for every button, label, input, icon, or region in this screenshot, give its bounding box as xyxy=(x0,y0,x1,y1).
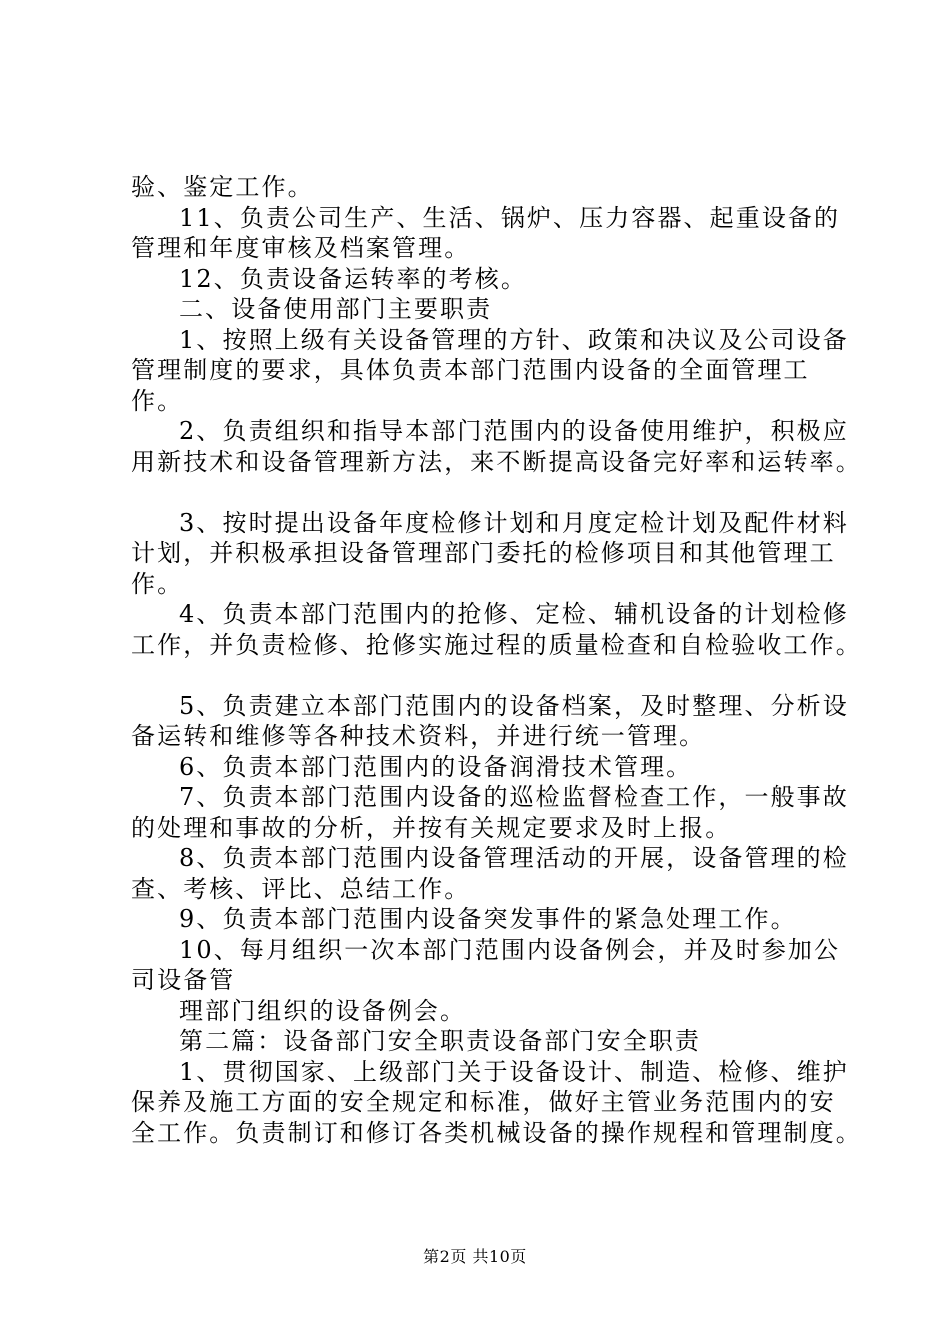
item-8-line-1: 8、负责本部门范围内设备管理活动的开展，设备管理的检 xyxy=(179,844,849,872)
item-4-line-1: 4、负责本部门范围内的抢修、定检、辅机设备的计划检修 xyxy=(179,600,849,628)
item-7-line-1: 7、负责本部门范围内设备的巡检监督检查工作，一般事故 xyxy=(179,783,849,811)
paragraph-11-line-1: 11、负责公司生产、生活、锅炉、压力容器、起重设备的 xyxy=(179,203,841,232)
document-body xyxy=(131,172,862,1148)
item-6: 6、负责本部门范围内的设备润滑技术管理。 xyxy=(179,752,693,781)
blank-line xyxy=(131,477,831,508)
paragraph-12: 12、负责设备运转率的考核。 xyxy=(179,264,527,293)
item-2-line-1: 2、负责组织和指导本部门范围内的设备使用维护，积极应 xyxy=(179,417,849,445)
chapter-heading: 第二篇：设备部门安全职责设备部门安全职责 xyxy=(179,1027,701,1055)
item-1-line-1: 1、按照上级有关设备管理的方针、政策和决议及公司设备 xyxy=(179,325,849,354)
chapter-item-1-line-2: 保养及施工方面的安全规定和标准，做好主管业务范围内的安 xyxy=(131,1088,836,1116)
text-line: 验、鉴定工作。 xyxy=(131,173,314,201)
item-3-line-3: 作。 xyxy=(131,569,184,598)
item-10-line-3: 理部门组织的设备例会。 xyxy=(179,996,467,1025)
item-2-line-2: 用新技术和设备管理新方法，来不断提高设备完好率和运转率。 xyxy=(131,447,862,476)
item-5-line-1: 5、负责建立本部门范围内的设备档案，及时整理、分析设 xyxy=(179,691,849,720)
item-3-line-2: 计划，并积极承担设备管理部门委托的检修项目和其他管理工 xyxy=(131,539,836,567)
item-8-line-2: 查、考核、评比、总结工作。 xyxy=(131,874,471,903)
paragraph-11-line-2: 管理和年度审核及档案管理。 xyxy=(131,234,471,262)
item-4-line-2: 工作，并负责检修、抢修实施过程的质量检查和自检验收工作。 xyxy=(131,630,862,659)
item-3-line-1: 3、按时提出设备年度检修计划和月度定检计划及配件材料 xyxy=(179,508,849,537)
page-number-footer: 第2页 共10页 xyxy=(423,1247,527,1266)
item-7-line-2: 的处理和事故的分析，并按有关规定要求及时上报。 xyxy=(131,813,732,842)
item-9: 9、负责本部门范围内设备突发事件的紧急处理工作。 xyxy=(179,905,797,933)
item-5-line-2: 备运转和维修等各种技术资料，并进行统一管理。 xyxy=(131,722,706,750)
chapter-item-1-line-1: 1、贯彻国家、上级部门关于设备设计、制造、检修、维护 xyxy=(179,1057,849,1086)
item-1-line-3: 作。 xyxy=(131,386,184,415)
item-10-line-2: 司设备管 xyxy=(131,966,236,994)
item-10-line-1: 10、每月组织一次本部门范围内设备例会，并及时参加公 xyxy=(179,935,841,964)
section-heading: 二、设备使用部门主要职责 xyxy=(179,295,493,323)
item-1-line-2: 管理制度的要求，具体负责本部门范围内设备的全面管理工 xyxy=(131,356,810,384)
chapter-item-1-line-3: 全工作。负责制订和修订各类机械设备的操作规程和管理制度。 xyxy=(131,1118,862,1147)
blank-line xyxy=(131,660,831,691)
